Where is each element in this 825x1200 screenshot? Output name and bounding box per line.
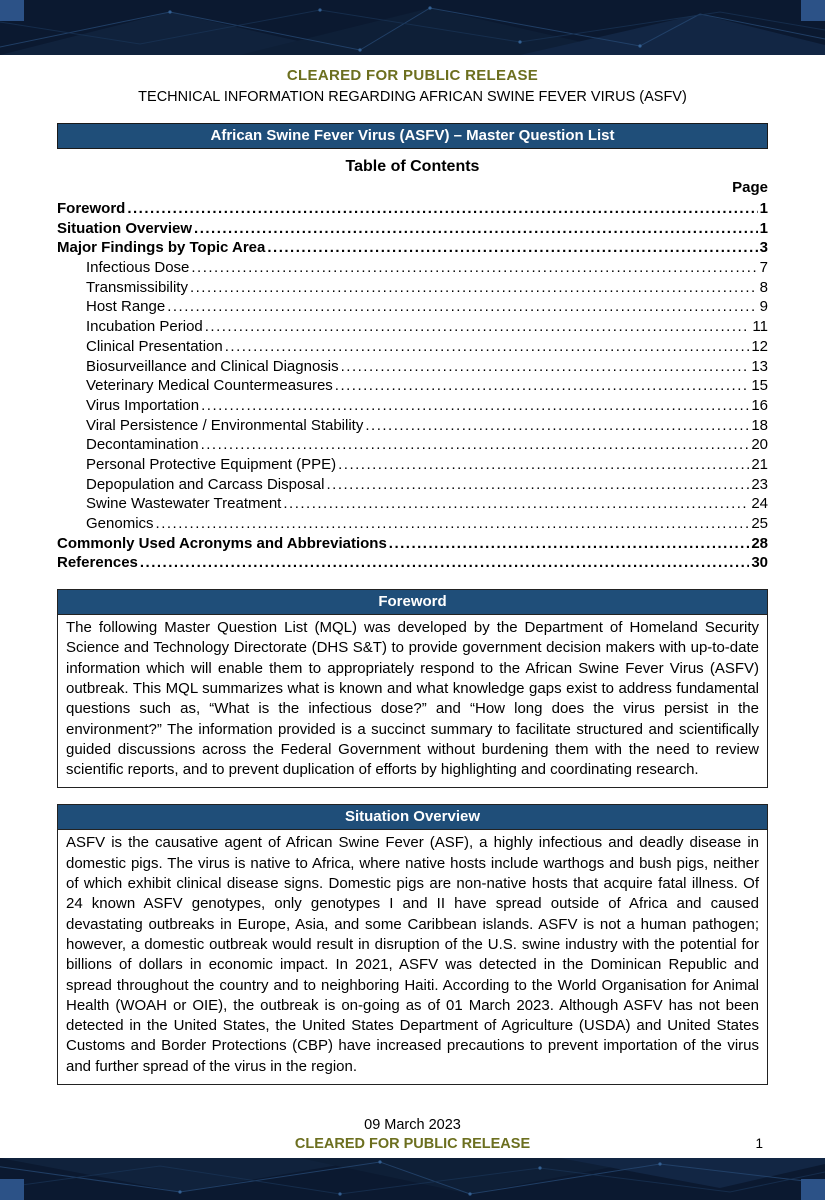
toc-dot-leader (156, 514, 750, 534)
toc-entry-label: Foreword (57, 200, 126, 217)
toc-entry-page: 15 (751, 377, 768, 395)
footer-cleared-text: CLEARED FOR PUBLIC RELEASE (294, 1136, 531, 1152)
toc-entry-page: 25 (751, 515, 768, 532)
toc-entry-page: 30 (751, 554, 768, 572)
situation-overview-section-header: Situation Overview (57, 804, 768, 830)
toc-dot-leader (140, 553, 749, 573)
toc-entry-label: Personal Protective Equipment (PPE) (86, 455, 337, 473)
situation-overview-body: ASFV is the causative agent of African Swine Fever (ASF), a highly infectious and deadly disease in domestic pigs. The virus is native to Africa, where native hosts include warthogs and bush pigs, neither of which exhibit clinical disease signs. Domestic pigs are non-native hosts that acquire fatal illness. Of 24 known ASFV genotypes, only genotypes I and II have spread outside of Africa and caused devastating outbreaks in Europe, Asia, and some Caribbean islands. ASFV is not a human pathogen; however, a domestic outbreak would result in disruption of the U.S. swine industry with the potential for billions of dollars in economic impact. In 2021, ASFV was detected in the Dominican Republic and spread throughout the country and to neighboring Haiti. According to the World Organisation for Animal Health (WOAH or OIE), the outbreak is on-going as of 01 March 2023. Although ASFV has not been detected in the United States, the United States Department of Agriculture (USDA) and United States Customs and Border Protections (CBP) have increased precautions to prevent importation of the virus and further spread of the virus in the region. (57, 830, 768, 1085)
toc-entry-label: Major Findings by Topic Area (57, 239, 266, 257)
toc-entry[interactable] (57, 317, 768, 337)
toc-dot-leader (201, 396, 749, 416)
document-title-banner: African Swine Fever Virus (ASFV) – Master Question List (57, 123, 768, 149)
toc-entry-page: 28 (751, 534, 768, 552)
foreword-body: The following Master Question List (MQL) was developed by the Department of Homeland Security Science and Technology Directorate (DHS S&T) to provide government decision makers with up-to-date information which will enable them to appropriately respond to the African Swine Fever Virus (ASFV) outbreak. This MQL summarizes what is known and what knowledge gaps exist to address fundamental questions such as, “What is the infectious dose?” and “How long does the virus persist in the environment?” The information provided is a succinct summary to facilitate structured and scientifically guided discussions across the Federal Government without burdening them with the need to review scientific reports, and to prevent duplication of efforts by highlighting and coordinating research. (57, 615, 768, 788)
situation-overview-section (57, 804, 768, 1085)
toc-dot-leader (191, 258, 757, 278)
toc-entry-label: Virus Importation (86, 396, 200, 414)
toc-entry-label: Viral Persistence / Environmental Stability (86, 416, 364, 434)
toc-entry-page: 13 (751, 357, 768, 375)
toc-dot-leader (341, 357, 750, 377)
toc-entry-label: Incubation Period (86, 318, 203, 336)
toc-entry-page: 21 (751, 455, 768, 473)
toc-entry-label: Veterinary Medical Countermeasures (86, 377, 333, 395)
foreword-section-header: Foreword (57, 589, 768, 615)
toc-entry-label: Clinical Presentation (86, 337, 223, 355)
toc-entry[interactable] (57, 258, 768, 278)
toc-entry[interactable] (57, 376, 768, 396)
cleared-banner-text: CLEARED FOR PUBLIC RELEASE (286, 67, 539, 84)
toc-dot-leader (389, 534, 750, 554)
toc-entry[interactable] (57, 238, 768, 258)
toc-dot-leader (205, 317, 751, 337)
footer-date: 09 March 2023 (364, 1117, 461, 1133)
toc-entry-page: 18 (751, 416, 768, 434)
toc-entry[interactable] (57, 494, 768, 514)
toc-entry-page: 11 (752, 318, 768, 336)
toc-entry[interactable] (57, 514, 768, 534)
toc-entry-page: 3 (759, 239, 768, 257)
page-number: 1 (755, 1136, 763, 1151)
toc-entry-page: 7 (759, 259, 768, 277)
toc-entry-page: 23 (751, 475, 768, 493)
toc-dot-leader (267, 238, 757, 258)
table-of-contents (57, 199, 768, 573)
toc-entry[interactable] (57, 534, 768, 554)
document-subtitle: TECHNICAL INFORMATION REGARDING AFRICAN SWINE FEVER VIRUS (ASFV) (138, 89, 687, 105)
toc-entry[interactable] (57, 199, 768, 219)
toc-entry-label: Biosurveillance and Clinical Diagnosis (86, 357, 339, 375)
toc-entry-label: References (57, 554, 138, 572)
toc-entry-page: 20 (751, 436, 768, 454)
page-footer (57, 1117, 768, 1152)
toc-entry-page: 12 (751, 337, 768, 355)
toc-entry[interactable] (57, 435, 768, 455)
toc-entry[interactable] (57, 416, 768, 436)
toc-entry-label: Situation Overview (57, 219, 193, 237)
toc-entry[interactable] (57, 219, 768, 239)
foreword-section (57, 589, 768, 788)
toc-entry-label: Infectious Dose (86, 259, 190, 277)
toc-entry-page: 8 (759, 278, 768, 296)
toc-entry[interactable] (57, 553, 768, 573)
toc-entry-label: Host Range (86, 298, 166, 316)
bottom-decorative-band (0, 1158, 825, 1200)
bottom-band-art (0, 1158, 825, 1200)
toc-entry-label: Commonly Used Acronyms and Abbreviations (57, 534, 387, 552)
toc-entry-page: 24 (751, 495, 768, 513)
toc-entry-label: Depopulation and Carcass Disposal (86, 475, 325, 493)
toc-page-column-label: Page (732, 179, 768, 196)
toc-dot-leader (335, 376, 750, 396)
toc-entry[interactable] (57, 455, 768, 475)
toc-dot-leader (225, 337, 750, 357)
toc-entry-page: 1 (759, 200, 768, 217)
toc-entry-page: 16 (751, 396, 768, 414)
toc-entry[interactable] (57, 357, 768, 377)
toc-dot-leader (127, 199, 757, 219)
toc-dot-leader (326, 475, 749, 495)
toc-entry[interactable] (57, 297, 768, 317)
toc-heading: Table of Contents (345, 158, 480, 175)
toc-dot-leader (167, 297, 757, 317)
toc-entry[interactable] (57, 396, 768, 416)
top-decorative-band (0, 0, 825, 55)
toc-entry[interactable] (57, 278, 768, 298)
toc-dot-leader (338, 455, 749, 475)
toc-dot-leader (194, 219, 758, 239)
toc-entry-label: Transmissibility (86, 278, 188, 296)
top-band-art (0, 0, 825, 55)
toc-entry-label: Swine Wastewater Treatment (86, 495, 282, 513)
toc-entry-page: 1 (759, 219, 768, 237)
toc-entry[interactable] (57, 475, 768, 495)
toc-entry-label: Decontamination (86, 436, 199, 454)
toc-dot-leader (365, 416, 749, 436)
toc-dot-leader (201, 435, 750, 455)
page-content (57, 55, 768, 1085)
toc-entry-label: Genomics (86, 515, 154, 532)
toc-dot-leader (190, 278, 758, 298)
toc-entry-page: 9 (759, 298, 768, 316)
toc-entry[interactable] (57, 337, 768, 357)
toc-dot-leader (283, 494, 749, 514)
